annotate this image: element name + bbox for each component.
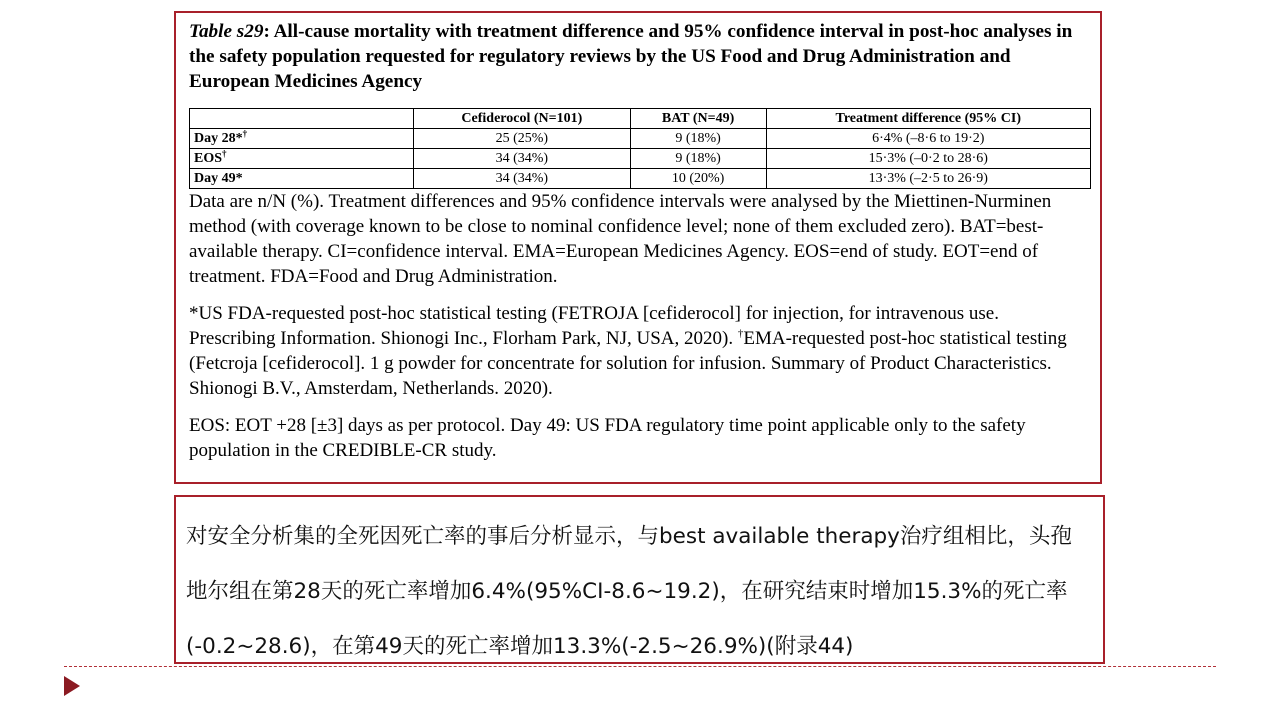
- difference-cell: 13·3% (–2·5 to 26·9): [766, 169, 1090, 189]
- bat-cell: 10 (20%): [630, 169, 766, 189]
- bat-cell: 9 (18%): [630, 129, 766, 149]
- table-row: [190, 149, 1091, 169]
- footnote-fda-text: *US FDA-requested post-hoc statistical testing (FETROJA [cefiderocol] for injection, for intravenous use. Prescribing Information. Shionogi Inc., Florham Park, NJ, USA, 2020).: [189, 303, 999, 349]
- difference-cell: 15·3% (–0·2 to 28·6): [766, 149, 1090, 169]
- row-label-text: Day 28*: [194, 130, 243, 146]
- bat-cell: 9 (18%): [630, 149, 766, 169]
- footer-divider: [64, 666, 1216, 667]
- row-label: [190, 149, 414, 169]
- header-cell-cefiderocol: Cefiderocol (N=101): [414, 109, 631, 129]
- table-title-label: Table s29: [189, 21, 264, 42]
- summary-text: 对安全分析集的全死因死亡率的事后分析显示，与best available therapy治疗组相比，头孢地尔组在第28天的死亡率增加6.4%(95%CI-8.6~19.2)，在研究结束时增加15.3%的死亡率(-0.2~28.6)，在第49天的死亡率增加13.3%(-2.5~26.9%)(附录44): [186, 524, 1072, 659]
- row-label: [190, 169, 414, 189]
- row-label-text: Day 49*: [194, 170, 243, 186]
- table-footnote-abbreviations: Data are n/N (%). Treatment differences and 95% confidence intervals were analysed by the Miettinen-Nurminen method (with coverage known to be close to nominal confidence level; none of them excluded zero). BAT=best-available therapy. CI=confidence interval. EMA=European Medicines Agency. EOS=end of study. EOT=end of treatment. FDA=Food and Drug Administration.: [189, 191, 1052, 287]
- header-cell-difference: Treatment difference (95% CI): [766, 109, 1090, 129]
- summary-panel: [174, 495, 1105, 664]
- difference-cell: 6·4% (–8·6 to 19·2): [766, 129, 1090, 149]
- row-label-text: EOS: [194, 150, 223, 166]
- footnote-dagger-mark: †: [737, 327, 744, 340]
- mortality-table: [189, 108, 1091, 189]
- header-cell-blank: [190, 109, 414, 129]
- table-row: [190, 169, 1091, 189]
- cefiderocol-cell: 34 (34%): [414, 149, 631, 169]
- row-footnote-mark: †: [222, 147, 227, 158]
- table-panel: [174, 11, 1102, 484]
- table-row: [190, 129, 1091, 149]
- table-footnote-eos: EOS: EOT +28 [±3] days as per protocol. Day 49: US FDA regulatory time point applicable only to the safety population in the CREDIBLE-CR study.: [189, 415, 1026, 461]
- table-footnote-references: [189, 301, 1088, 401]
- row-label: [190, 129, 414, 149]
- footnote-ema-text: EMA-requested post-hoc statistical testing (Fetcroja [cefiderocol]. 1 g powder for concentrate for solution for infusion. Summary of Product Characteristics. Shionogi B.V., Amsterdam, Netherlands. 2020).: [189, 328, 1067, 399]
- table-title-text: : All-cause mortality with treatment difference and 95% confidence interval in post-hoc analyses in the safety population requested for regulatory reviews by the US Food and Drug Administration and European Medicines Agency: [189, 21, 1073, 92]
- play-triangle-icon: [64, 676, 80, 696]
- table-title: [189, 19, 1088, 94]
- cefiderocol-cell: 34 (34%): [414, 169, 631, 189]
- header-cell-bat: BAT (N=49): [630, 109, 766, 129]
- table-header-row: [190, 109, 1091, 129]
- row-footnote-mark: †: [242, 127, 248, 138]
- cefiderocol-cell: 25 (25%): [414, 129, 631, 149]
